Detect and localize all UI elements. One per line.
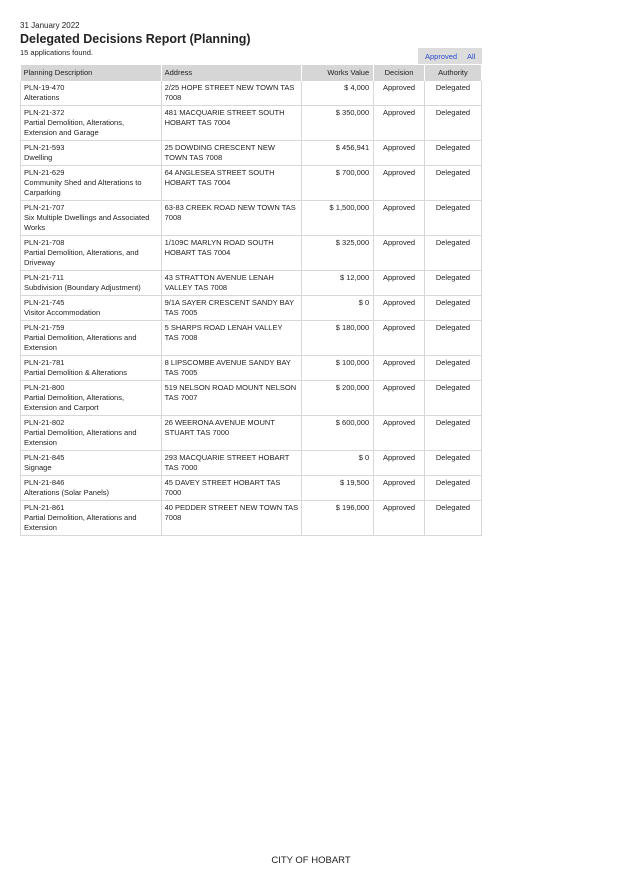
- planning-description-cell: [21, 141, 162, 166]
- table-row: [21, 271, 482, 296]
- report-date: 31 January 2022: [20, 21, 80, 30]
- address-cell: 25 DOWDING CRESCENT NEW TOWN TAS 7008: [161, 141, 302, 166]
- planning-description-cell: [21, 296, 162, 321]
- application-description: Subdivision (Boundary Adjustment): [24, 283, 141, 292]
- application-reference: PLN-21-708: [24, 238, 65, 247]
- works-value-cell: $ 0: [302, 451, 374, 476]
- decision-cell: Approved: [374, 296, 425, 321]
- report-title: Delegated Decisions Report (Planning): [20, 32, 251, 46]
- authority-cell: Delegated: [424, 81, 481, 106]
- authority-cell: Delegated: [424, 296, 481, 321]
- table-header-row: [21, 65, 482, 81]
- works-value-cell: $ 350,000: [302, 106, 374, 141]
- authority-cell: Delegated: [424, 356, 481, 381]
- filter-approved-link[interactable]: Approved: [425, 51, 458, 61]
- works-value-cell: $ 600,000: [302, 416, 374, 451]
- application-reference: PLN-21-845: [24, 453, 65, 462]
- application-description: Alterations (Solar Panels): [24, 488, 110, 497]
- application-description: Visitor Accommodation: [24, 308, 101, 317]
- works-value-cell: $ 180,000: [302, 321, 374, 356]
- decision-cell: Approved: [374, 106, 425, 141]
- application-reference: PLN-21-711: [24, 273, 64, 282]
- works-value-cell: $ 196,000: [302, 501, 374, 536]
- authority-cell: Delegated: [424, 236, 481, 271]
- authority-cell: Delegated: [424, 476, 481, 501]
- decisions-table: [20, 65, 482, 536]
- planning-description-cell: [21, 501, 162, 536]
- address-cell: 5 SHARPS ROAD LENAH VALLEY TAS 7008: [161, 321, 302, 356]
- decision-cell: Approved: [374, 451, 425, 476]
- application-description: Partial Demolition, Alterations, and Driveway: [24, 248, 139, 267]
- planning-description-cell: [21, 106, 162, 141]
- decision-cell: Approved: [374, 81, 425, 106]
- authority-cell: Delegated: [424, 501, 481, 536]
- application-reference: PLN-21-802: [24, 418, 65, 427]
- decision-cell: Approved: [374, 476, 425, 501]
- authority-cell: Delegated: [424, 271, 481, 296]
- column-header-authority: Authority: [424, 65, 481, 81]
- authority-cell: Delegated: [424, 381, 481, 416]
- application-description: Dwelling: [24, 153, 53, 162]
- application-description: Alterations: [24, 93, 60, 102]
- application-reference: PLN-21-707: [24, 203, 65, 212]
- application-reference: PLN-19-470: [24, 83, 65, 92]
- decision-cell: Approved: [374, 356, 425, 381]
- table-row: [21, 356, 482, 381]
- column-header-decision: Decision: [374, 65, 425, 81]
- authority-cell: Delegated: [424, 451, 481, 476]
- table-row: [21, 321, 482, 356]
- column-header-works-value: Works Value: [302, 65, 374, 81]
- address-cell: 481 MACQUARIE STREET SOUTH HOBART TAS 7004: [161, 106, 302, 141]
- application-description: Six Multiple Dwellings and Associated Works: [24, 213, 150, 232]
- address-cell: 519 NELSON ROAD MOUNT NELSON TAS 7007: [161, 381, 302, 416]
- authority-cell: Delegated: [424, 166, 481, 201]
- table-row: [21, 166, 482, 201]
- table-row: [21, 501, 482, 536]
- application-description: Partial Demolition, Alterations and Extension: [24, 333, 137, 352]
- address-cell: 293 MACQUARIE STREET HOBART TAS 7000: [161, 451, 302, 476]
- address-cell: 45 DAVEY STREET HOBART TAS 7000: [161, 476, 302, 501]
- table-row: [21, 236, 482, 271]
- planning-description-cell: [21, 476, 162, 501]
- authority-cell: Delegated: [424, 321, 481, 356]
- results-count: 15 applications found.: [20, 48, 93, 57]
- decision-cell: Approved: [374, 166, 425, 201]
- planning-description-cell: [21, 166, 162, 201]
- address-cell: 43 STRATTON AVENUE LENAH VALLEY TAS 7008: [161, 271, 302, 296]
- address-cell: 2/25 HOPE STREET NEW TOWN TAS 7008: [161, 81, 302, 106]
- decision-cell: Approved: [374, 141, 425, 166]
- application-reference: PLN-21-629: [24, 168, 65, 177]
- planning-description-cell: [21, 356, 162, 381]
- works-value-cell: $ 325,000: [302, 236, 374, 271]
- application-reference: PLN-21-745: [24, 298, 65, 307]
- table-row: [21, 106, 482, 141]
- address-cell: 26 WEERONA AVENUE MOUNT STUART TAS 7000: [161, 416, 302, 451]
- authority-cell: Delegated: [424, 201, 481, 236]
- table-row: [21, 141, 482, 166]
- address-cell: 9/1A SAYER CRESCENT SANDY BAY TAS 7005: [161, 296, 302, 321]
- decision-cell: Approved: [374, 381, 425, 416]
- decision-cell: Approved: [374, 321, 425, 356]
- planning-description-cell: [21, 321, 162, 356]
- table-row: [21, 81, 482, 106]
- authority-cell: Delegated: [424, 106, 481, 141]
- application-description: Community Shed and Alterations to Carparking: [24, 178, 142, 197]
- decision-cell: Approved: [374, 201, 425, 236]
- application-reference: PLN-21-861: [24, 503, 65, 512]
- application-description: Signage: [24, 463, 52, 472]
- application-reference: PLN-21-759: [24, 323, 65, 332]
- decision-cell: Approved: [374, 501, 425, 536]
- application-reference: PLN-21-800: [24, 383, 65, 392]
- planning-description-cell: [21, 451, 162, 476]
- works-value-cell: $ 700,000: [302, 166, 374, 201]
- planning-description-cell: [21, 381, 162, 416]
- table-row: [21, 296, 482, 321]
- planning-description-cell: [21, 416, 162, 451]
- application-description: Partial Demolition, Alterations and Extension: [24, 428, 137, 447]
- application-reference: PLN-21-846: [24, 478, 65, 487]
- table-row: [21, 451, 482, 476]
- address-cell: 63-83 CREEK ROAD NEW TOWN TAS 7008: [161, 201, 302, 236]
- authority-cell: Delegated: [424, 416, 481, 451]
- application-reference: PLN-21-593: [24, 143, 65, 152]
- works-value-cell: $ 200,000: [302, 381, 374, 416]
- application-description: Partial Demolition, Alterations and Extension: [24, 513, 137, 532]
- planning-description-cell: [21, 201, 162, 236]
- application-reference: PLN-21-372: [24, 108, 65, 117]
- table-row: [21, 416, 482, 451]
- works-value-cell: $ 100,000: [302, 356, 374, 381]
- table-row: [21, 381, 482, 416]
- works-value-cell: $ 19,500: [302, 476, 374, 501]
- decision-cell: Approved: [374, 236, 425, 271]
- application-reference: PLN-21-781: [24, 358, 65, 367]
- table-row: [21, 476, 482, 501]
- table-body: [21, 81, 482, 536]
- works-value-cell: $ 4,000: [302, 81, 374, 106]
- table-row: [21, 201, 482, 236]
- works-value-cell: $ 0: [302, 296, 374, 321]
- application-description: Partial Demolition & Alterations: [24, 368, 127, 377]
- address-cell: 40 PEDDER STREET NEW TOWN TAS 7008: [161, 501, 302, 536]
- column-header-address: Address: [161, 65, 302, 81]
- works-value-cell: $ 1,500,000: [302, 201, 374, 236]
- planning-description-cell: [21, 236, 162, 271]
- filter-bar: [418, 48, 482, 64]
- works-value-cell: $ 12,000: [302, 271, 374, 296]
- planning-description-cell: [21, 271, 162, 296]
- footer-council-name: CITY OF HOBART: [271, 855, 351, 866]
- address-cell: 64 ANGLESEA STREET SOUTH HOBART TAS 7004: [161, 166, 302, 201]
- application-description: Partial Demolition, Alterations, Extension and Carport: [24, 393, 125, 412]
- filter-all-link[interactable]: All: [467, 51, 476, 61]
- planning-description-cell: [21, 81, 162, 106]
- decision-cell: Approved: [374, 416, 425, 451]
- application-description: Partial Demolition, Alterations, Extension and Garage: [24, 118, 125, 137]
- column-header-description: Planning Description: [21, 65, 162, 81]
- authority-cell: Delegated: [424, 141, 481, 166]
- address-cell: 1/109C MARLYN ROAD SOUTH HOBART TAS 7004: [161, 236, 302, 271]
- decision-cell: Approved: [374, 271, 425, 296]
- works-value-cell: $ 456,941: [302, 141, 374, 166]
- address-cell: 8 LIPSCOMBE AVENUE SANDY BAY TAS 7005: [161, 356, 302, 381]
